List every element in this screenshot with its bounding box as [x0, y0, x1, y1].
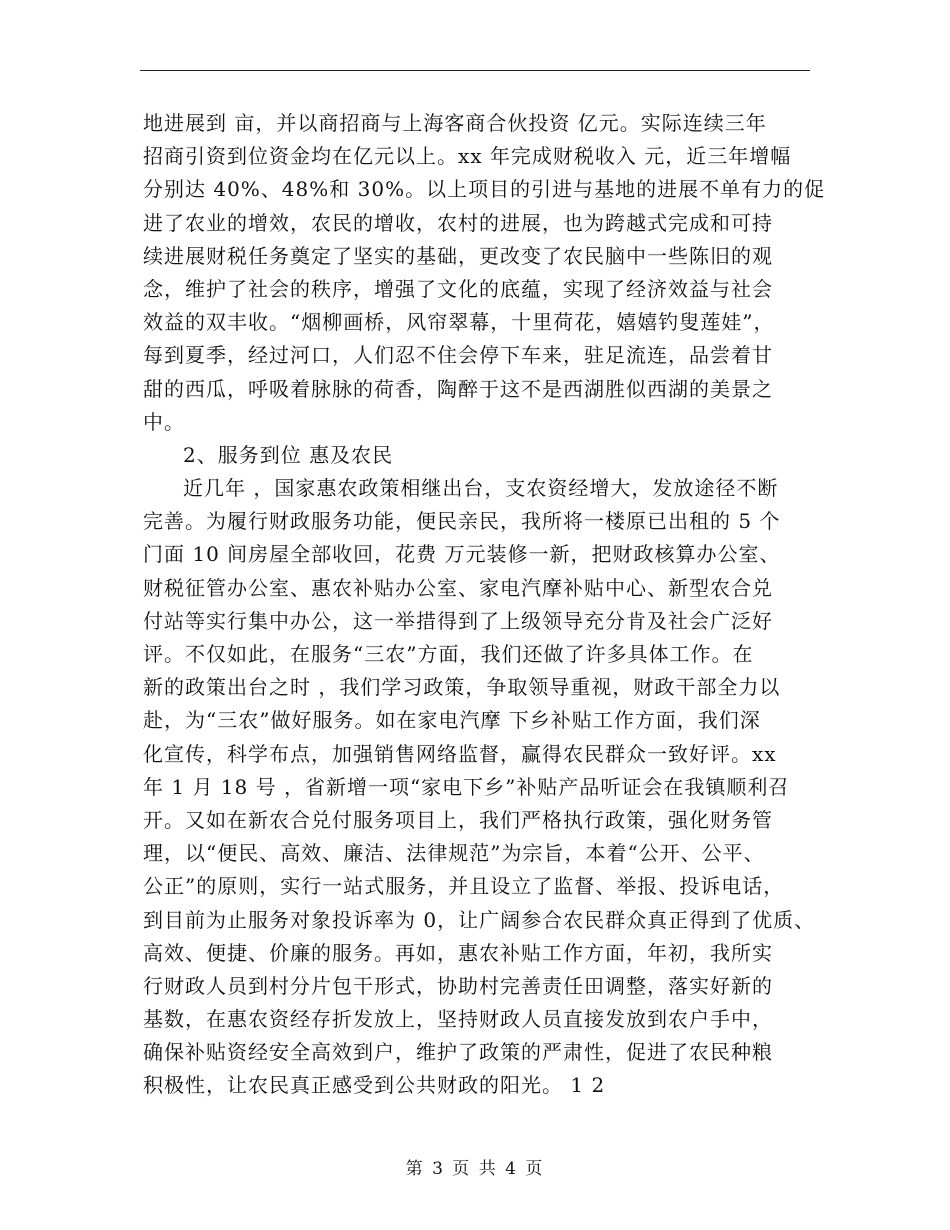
text-line: 化宣传，科学布点，加强销售网络监督，赢得农民群众一致好评。xx: [143, 741, 777, 766]
text-line: 公正”的原则，实行一站式服务，并且设立了监督、举报、投诉电话，: [143, 874, 785, 899]
text-line: 地进展到 亩，并以商招商与上海客商合伙投资 亿元。实际连续三年: [143, 111, 767, 135]
text-line: 付站等实行集中办公，这一举措得到了上级领导充分肯及社会广泛好: [143, 608, 773, 633]
text-line: 续进展财税任务奠定了坚实的基础，更改变了农民脑中一些陈旧的观: [143, 243, 773, 268]
text-line: 行财政人员到村分片包干形式，协助村完善责任田调整，落实好新的: [143, 973, 773, 998]
text-line: 年 1 月 18 号 ，省新增一项“家电下乡”补贴产品听证会在我镇顺利召: [143, 774, 790, 799]
text-line: 赴，为“三农”做好服务。如在家电汽摩 下乡补贴工作方面，我们深: [143, 708, 761, 733]
text-line: 新的政策出台之时 ，我们学习政策，争取领导重视，财政干部全力以: [143, 675, 781, 700]
text-line: 中。: [143, 409, 185, 434]
section-heading: 2、服务到位 惠及农民: [183, 442, 394, 467]
text-line: 到目前为止服务对象投诉率为 0，让广阔参合农民群众真正得到了优质、: [143, 907, 816, 932]
text-line: 念，维护了社会的秩序，增强了文化的底蕴，实现了经济效益与社会: [143, 276, 773, 301]
text-line: 分别达 40%、48%和 30%。以上项目的引进与基地的进展不单有力的促: [143, 177, 826, 202]
text-line: 进了农业的增效，农民的增收，农村的进展，也为跨越式完成和可持: [143, 210, 773, 235]
text-line: 开。又如在新农合兑付服务项目上，我们严格执行政策，强化财务管: [143, 807, 773, 832]
text-line: 每到夏季，经过河口，人们忍不住会停下车来，驻足流连，品尝着甘: [143, 343, 773, 368]
text-line: 积极性，让农民真正感受到公共财政的阳光。 1 2: [143, 1073, 606, 1098]
text-line: 财税征管办公室、惠农补贴办公室、家电汽摩补贴中心、新型农合兑: [143, 575, 773, 600]
text-line: 确保补贴资经安全高效到户，维护了政策的严肃性，促进了农民种粮: [143, 1040, 773, 1065]
text-line: 评。不仅如此，在服务“三农”方面，我们还做了许多具体工作。在: [143, 642, 754, 666]
text-line: 甜的西瓜，呼吸着脉脉的荷香，陶醉于这不是西湖胜似西湖的美景之: [143, 376, 773, 401]
header-rule: [140, 70, 810, 71]
text-line: 理，以“便民、高效、廉洁、法律规范”为宗旨，本着“公开、公平、: [143, 841, 765, 866]
text-line: 门面 10 间房屋全部收回，花费 万元装修一新，把财政核算办公室、: [143, 542, 781, 567]
paragraph-first-line: 近几年 ，国家惠农政策相继出台，支农资经增大，发放途径不断: [183, 476, 779, 501]
page-number-footer: 第 3 页 共 4 页: [405, 1159, 545, 1179]
text-line: 基数，在惠农资经存折发放上，坚持财政人员直接发放到农户手中，: [143, 1007, 773, 1032]
text-line: 完善。为履行财政服务功能，便民亲民，我所将一楼原已出租的 5 个: [143, 509, 781, 534]
text-line: 高效、便捷、价廉的服务。再如，惠农补贴工作方面，年初，我所实: [143, 940, 773, 965]
body-text: [143, 107, 826, 1103]
text-line: 招商引资到位资金均在亿元以上。xx 年完成财税收入 元，近三年增幅: [143, 144, 792, 169]
text-line: 效益的双丰收。“烟柳画桥，风帘翠幕，十里荷花，嬉嬉钓叟莲娃”，: [143, 310, 775, 335]
